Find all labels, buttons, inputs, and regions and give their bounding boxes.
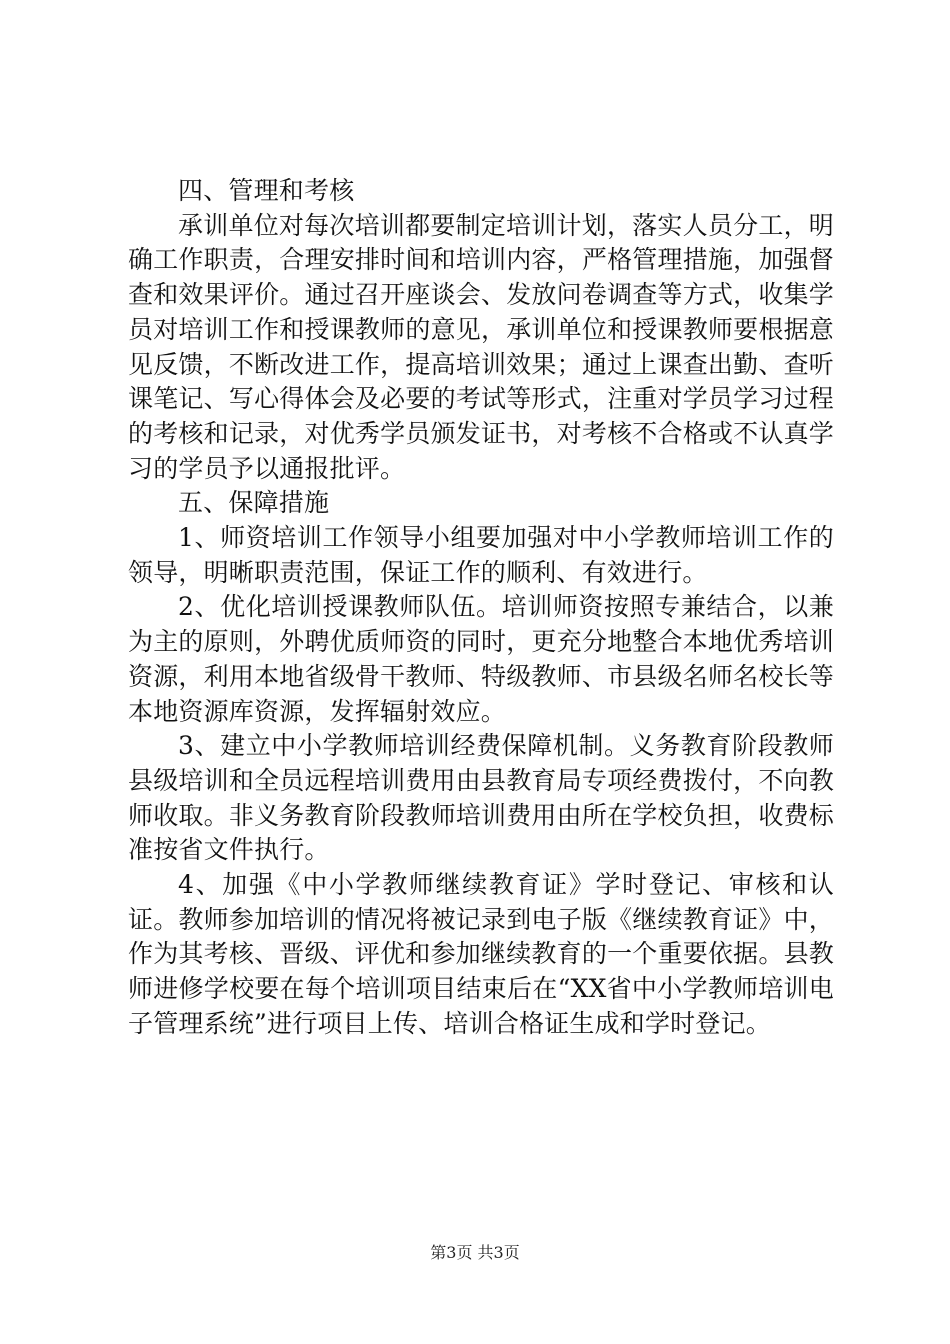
document-body bbox=[128, 174, 834, 1042]
paragraph-safeguard-3: 3、建立中小学教师培训经费保障机制。义务教育阶段教师县级培训和全员远程培训费用由县教育局专项经费拨付，不向教师收取。非义务教育阶段教师培训费用由所在学校负担，收费标准按省文件执行。 bbox=[128, 731, 834, 865]
paragraph-safeguard-1: 1、师资培训工作领导小组要加强对中小学教师培训工作的领导，明晰职责范围，保证工作的顺利、有效进行。 bbox=[128, 523, 834, 587]
section-heading-safeguards: 五、保障措施 bbox=[178, 488, 330, 518]
section-heading-management: 四、管理和考核 bbox=[178, 176, 355, 205]
paragraph-safeguard-4: 4、加强《中小学教师继续教育证》学时登记、审核和认证。教师参加培训的情况将被记录到电子版《继续教育证》中，作为其考核、晋级、评优和参加继续教育的一个重要依据。县教师进修学校要在每个培训项目结束后在“XX省中小学教师培训电子管理系统”进行项目上传、培训合格证生成和学时登记。 bbox=[128, 870, 834, 1038]
paragraph-safeguard-2: 2、优化培训授课教师队伍。培训师资按照专兼结合，以兼为主的原则，外聘优质师资的同时，更充分地整合本地优秀培训资源，利用本地省级骨干教师、特级教师、市县级名师名校长等本地资源库资源，发挥辐射效应。 bbox=[128, 592, 834, 726]
paragraph-management-body: 承训单位对每次培训都要制定培训计划，落实人员分工，明确工作职责，合理安排时间和培训内容，严格管理措施，加强督查和效果评价。通过召开座谈会、发放问卷调查等方式，收集学员对培训工作和授课教师的意见，承训单位和授课教师要根据意见反馈，不断改进工作，提高培训效果；通过上课查出勤、查听课笔记、写心得体会及必要的考试等形式，注重对学员学习过程的考核和记录，对优秀学员颁发证书，对考核不合格或不认真学习的学员予以通报批评。 bbox=[128, 210, 834, 483]
page-number-footer: 第3页 共3页 bbox=[430, 1243, 520, 1262]
